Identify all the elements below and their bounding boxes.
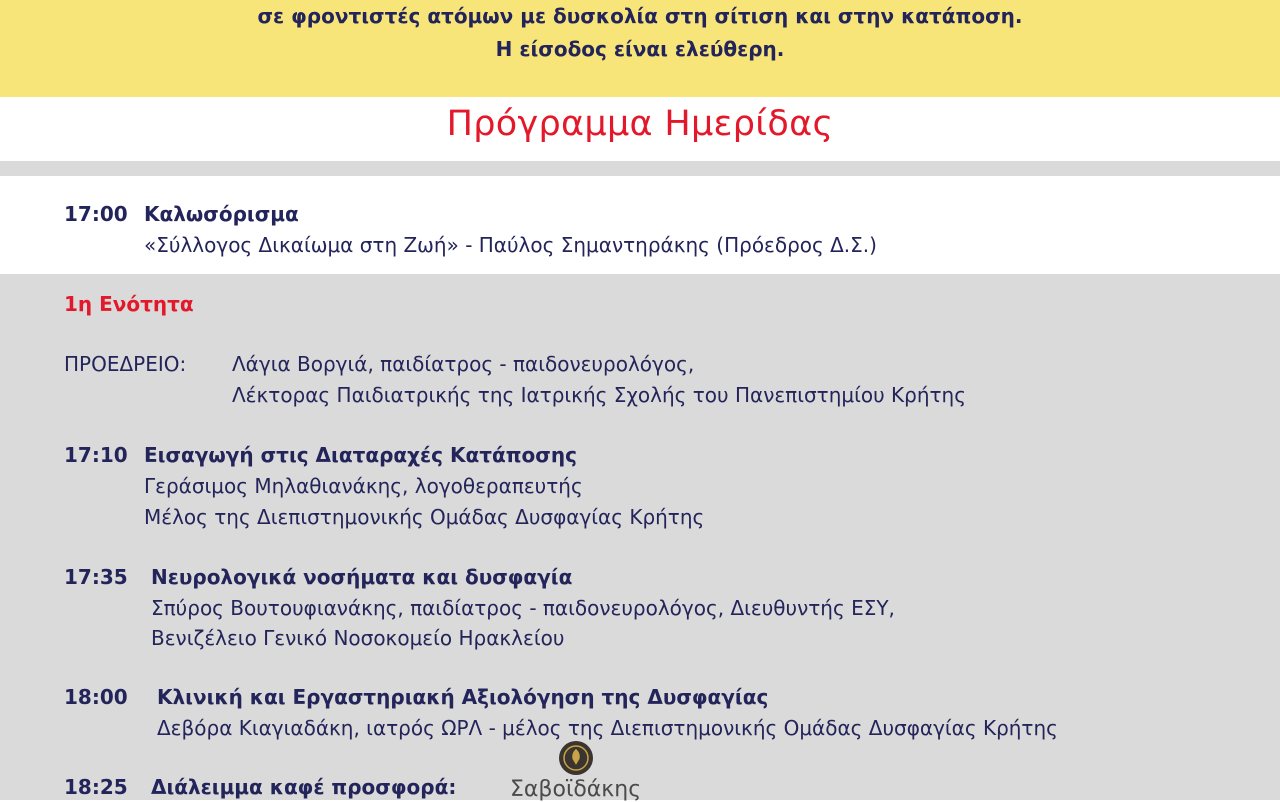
session-time: 18:00 bbox=[64, 685, 128, 709]
session-time: 17:35 bbox=[64, 565, 128, 589]
welcome-time: 17:00 bbox=[64, 202, 128, 226]
divider-strip bbox=[0, 161, 1280, 176]
session-title: Κλινική και Εργαστηριακή Αξιολόγηση της Δυσφαγίας bbox=[157, 685, 769, 709]
coffee-break-time: 18:25 bbox=[64, 775, 128, 799]
session-affiliation: Μέλος της Διεπιστημονικής Ομάδας Δυσφαγίας Κρήτης bbox=[144, 505, 705, 529]
welcome-title: Καλωσόρισμα bbox=[144, 202, 299, 226]
session-affiliation: Βενιζέλειο Γενικό Νοσοκομείο Ηρακλείου bbox=[151, 626, 565, 650]
session-title: Εισαγωγή στις Διαταραχές Κατάποσης bbox=[144, 443, 577, 467]
presidium-line-2: Λέκτορας Παιδιατρικής της Ιατρικής Σχολής του Πανεπιστημίου Κρήτης bbox=[232, 383, 966, 407]
savoidakis-logo-icon bbox=[558, 740, 594, 776]
banner-line-2: Η είσοδος είναι ελεύθερη. bbox=[495, 37, 785, 61]
top-banner bbox=[0, 0, 1280, 97]
presidium-label: ΠΡΟΕΔΡΕΙΟ: bbox=[64, 352, 187, 376]
presidium-line-1: Λάγια Βοργιά, παιδίατρος - παιδονευρολόγος, bbox=[232, 352, 695, 376]
sponsor-logo-text: Σαβοϊδάκης bbox=[510, 777, 642, 802]
session-speaker: Γεράσιμος Μηλαθιανάκης, λογοθεραπευτής bbox=[144, 474, 583, 498]
section-heading: 1η Ενότητα bbox=[64, 292, 194, 316]
session-speaker: Δεβόρα Κιαγιαδάκη, ιατρός ΩΡΛ - μέλος της Διεπιστημονικής Ομάδας Δυσφαγίας Κρήτης bbox=[157, 716, 1058, 740]
session-speaker: Σπύρος Βουτουφιανάκης, παιδίατρος - παιδονευρολόγος, Διευθυντής ΕΣΥ, bbox=[151, 596, 895, 620]
session-title: Νευρολογικά νοσήματα και δυσφαγία bbox=[151, 565, 573, 589]
banner-line-1: σε φροντιστές ατόμων με δυσκολία στη σίτιση και στην κατάποση. bbox=[257, 4, 1023, 28]
welcome-speaker: «Σύλλογος Δικαίωμα στη Ζωή» - Παύλος Σημαντηράκης (Πρόεδρος Δ.Σ.) bbox=[144, 233, 877, 257]
program-title: Πρόγραμμα Ημερίδας bbox=[446, 104, 834, 144]
session-time: 17:10 bbox=[64, 443, 128, 467]
coffee-break-title: Διάλειμμα καφέ προσφορά: bbox=[151, 775, 457, 799]
